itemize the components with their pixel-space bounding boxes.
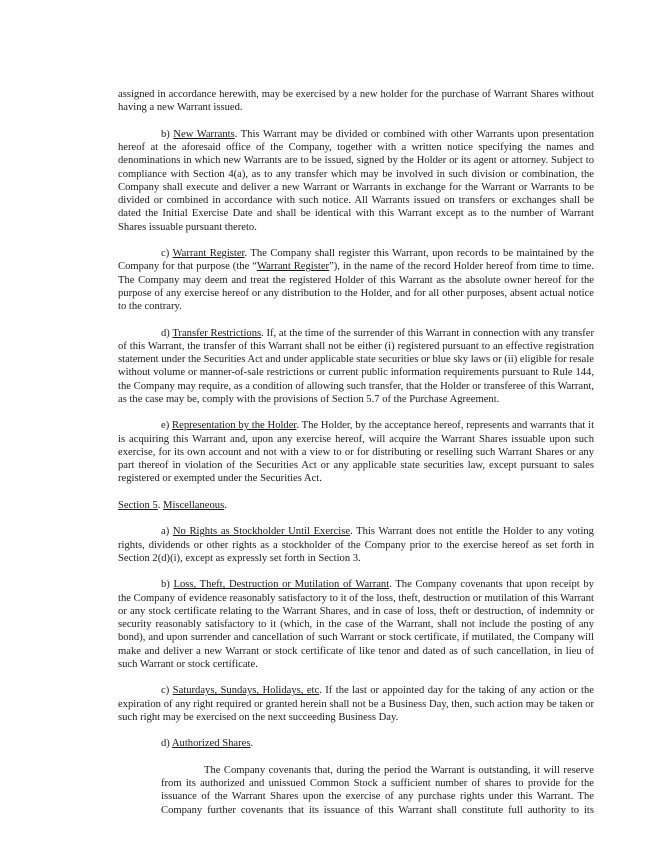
clause-text: ”), in the name of the record Holder hereof from time to time. The Company may deem and treat the registered Holder of this Warrant as the absolute owner hereof for the purpose of any exercise hereof or any distribution to the Holder, and for all other purposes, absent actual notice to the contrary. (118, 261, 594, 312)
clause-text: . The Company covenants that upon receipt by the Company of evidence reasonably satisfactory to it of the loss, theft, destruction or mutilation of this Warrant or any stock certificate relating to the Warrant Shares, and in case of loss, theft or destruction, of indemnity or security reasonably satisfactory to it (which, in the case of the Warrant, shall not include the posting of any bond), and upon surrender and cancellation of such Warrant or stock certificate, if mutilated, the Company will make and deliver a new Warrant or stock certificate of like tenor and dated as of such cancellation, in lieu of such Warrant or stock certificate. (118, 579, 594, 670)
clause-text: . If the last or appointed day for the taking of any action or the expiration of any right required or granted herein shall not be a Business Day, then, such action may be taken or such right may be exercised on the next succeeding Business Day. (118, 685, 594, 723)
heading-separator: . (157, 499, 164, 511)
intro-paragraph: assigned in accordance herewith, may be exercised by a new holder for the purchase of Warrant Shares without having a new Warrant issued. (118, 89, 594, 114)
clause-end: . (250, 738, 254, 750)
clause-title: Saturdays, Sundays, Holidays, etc (172, 685, 320, 697)
section-4b-new-warrants (118, 128, 594, 234)
section-5b-loss-theft (118, 578, 594, 671)
clause-title: Warrant Register (172, 248, 245, 259)
clause-title: No Rights as Stockholder Until Exercise (172, 526, 351, 538)
clause-title: Loss, Theft, Destruction or Mutilation of Warrant (173, 579, 390, 591)
clause-text: . The Holder, by the acceptance hereof, represents and warrants that it is acquiring this Warrant and, upon any exercise hereof, will acquire the Warrant Shares issuable upon such exercise, for its own account and not with a view to or for distributing or reselling such Warrant Shares or any part thereof in violation of the Securities Act or any applicable state securities law, except pursuant to sales registered or exempted under the Securities Act. (118, 420, 595, 485)
section-5c-holidays (118, 684, 594, 724)
clause-title: New Warrants (173, 128, 235, 140)
clause-title: Transfer Restrictions (172, 327, 262, 339)
authorized-shares-paragraph: The Company covenants that, during the period the Warrant is outstanding, it will reserve from its authorized and unissued Common Stock a sufficient number of shares to provide for the issuance of the Warrant Shares upon the exercise of any purchase rights under this Warrant. The Company further covenants that its issuance of this Warrant shall constitute full authority to its (161, 764, 594, 816)
section-4d-transfer-restrictions (118, 327, 594, 407)
clause-text: . If, at the time of the surrender of this Warrant in connection with any transfer of this Warrant, the transfer of this Warrant shall not be either (i) registered pursuant to an effective registration statement under the Securities Act and under applicable state securities or blue sky laws or (ii) eligible for resale without volume or manner-of-sale restrictions or current public information requirements pursuant to Rule 144, the Company may require, as a condition of allowing such transfer, that the Holder or transferee of this Warrant, as the case may be, comply with the provisions of Section 5.7 of the Purchase Agreement. (118, 327, 594, 405)
clause-label: b) (161, 579, 174, 591)
clause-label: e) (161, 420, 173, 432)
section-5-heading (118, 499, 594, 512)
clause-title: Authorized Shares (171, 738, 251, 750)
heading-end: . (224, 499, 227, 511)
clause-label: c) (161, 685, 173, 697)
document-page (118, 88, 594, 830)
clause-text: . This Warrant does not entitle the Holder to any voting rights, dividends or other rights as a stockholder of the Company prior to the exercise hereof as set forth in Section 2(d)(i), except as expressly set forth in Section 3. (118, 526, 594, 564)
section-4c-warrant-register (118, 247, 594, 313)
defined-term: Warrant Register (256, 261, 330, 273)
clause-label: d) (161, 327, 173, 339)
section-number: Section 5 (118, 499, 158, 511)
clause-label: d) (161, 738, 172, 750)
section-title: Miscellaneous (163, 499, 225, 511)
section-5d-body (161, 764, 594, 817)
clause-title: Representation by the Holder (172, 420, 297, 432)
section-5d-heading (161, 737, 594, 750)
section-4e-representation (118, 419, 594, 485)
clause-label: c) (161, 248, 173, 259)
section-5a-no-rights (118, 525, 594, 565)
clause-text: . The Company shall register this Warrant, upon records to be maintained by the Company for that purpose (the “ (118, 248, 594, 273)
clause-label: a) (161, 526, 173, 538)
clause-label: b) (161, 128, 174, 140)
clause-text: . This Warrant may be divided or combined with other Warrants upon presentation hereof at the aforesaid office of the Company, together with a written notice specifying the names and denominations in which new Warrants are to be issued, signed by the Holder or its agent or attorney. Subject to compliance with Section 4(a), as to any transfer which may be involved in such division or combination, the Company shall execute and deliver a new Warrant or Warrants in exchange for the Warrant or Warrants to be divided or combined in accordance with such notice. All Warrants issued on transfers or exchanges shall be dated the Initial Exercise Date and shall be identical with this Warrant except as to the number of Warrant Shares issuable pursuant thereto. (118, 128, 594, 233)
